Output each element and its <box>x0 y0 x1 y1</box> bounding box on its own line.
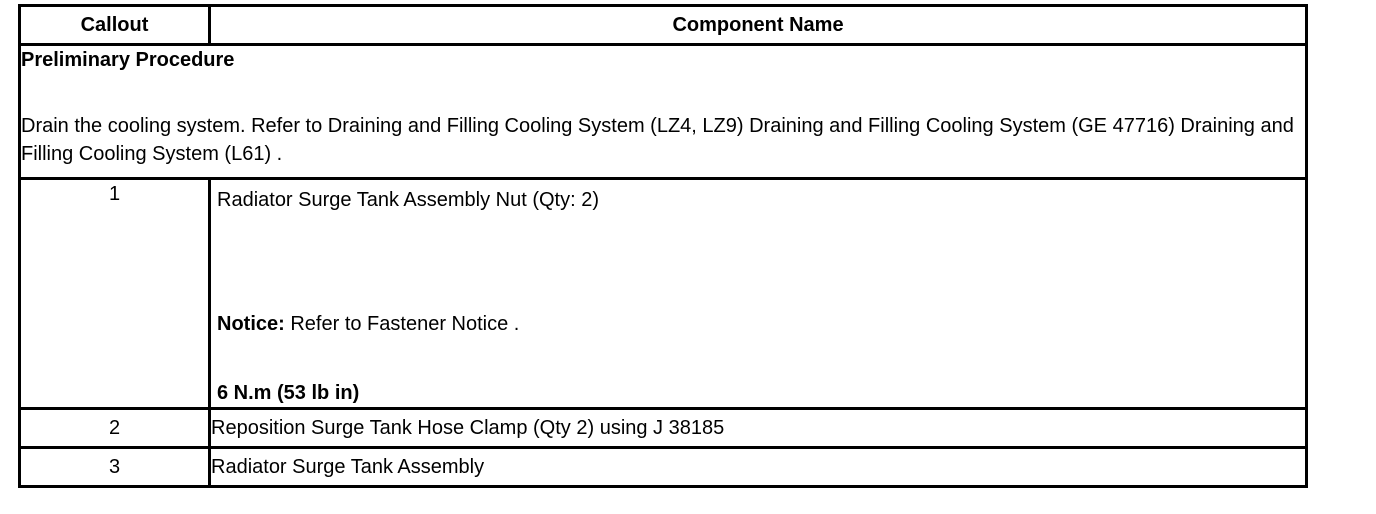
callout-cell: 3 <box>20 448 210 487</box>
table-row <box>20 179 1307 409</box>
preliminary-procedure-title: Preliminary Procedure <box>21 49 235 71</box>
component-table <box>18 4 1308 488</box>
component-cell <box>210 179 1307 409</box>
header-row <box>20 6 1307 45</box>
notice-label: Notice: <box>217 313 285 335</box>
table-row <box>20 448 1307 487</box>
component-cell: Reposition Surge Tank Hose Clamp (Qty 2) using J 38185 <box>210 409 1307 448</box>
notice <box>217 310 519 338</box>
table-row <box>20 409 1307 448</box>
callout-header: Callout <box>20 6 210 45</box>
preliminary-procedure-cell <box>20 45 1307 179</box>
component-name-header: Component Name <box>210 6 1307 45</box>
notice-text: Refer to Fastener Notice . <box>284 313 520 335</box>
torque-spec: 6 N.m (53 lb in) <box>217 382 360 404</box>
component-name: Radiator Surge Tank Assembly Nut (Qty: 2) <box>217 189 600 211</box>
component-cell: Radiator Surge Tank Assembly <box>210 448 1307 487</box>
callout-cell: 1 <box>20 179 210 409</box>
preliminary-row <box>20 45 1307 179</box>
callout-cell: 2 <box>20 409 210 448</box>
preliminary-procedure-text: Drain the cooling system. Refer to Draining and Filling Cooling System (LZ4, LZ9) Draining and Filling Cooling System (GE 47716) Draining and Filling Cooling System (L61) . <box>21 115 1294 165</box>
